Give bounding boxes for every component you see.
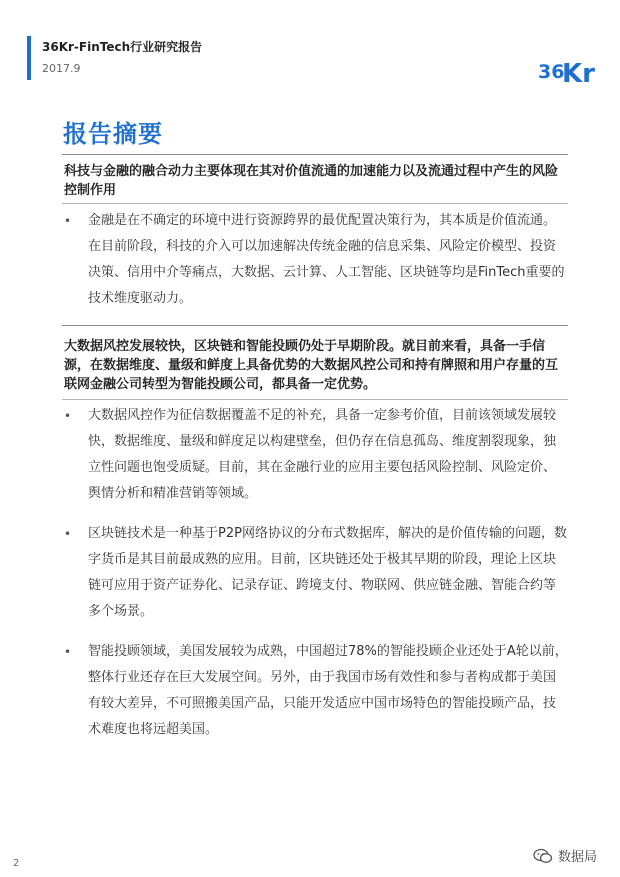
lead-paragraph-2: 大数据风控发展较快，区块链和智能投顾仍处于早期阶段。就目前来看，具备一手信源，在数据维度、量级和鲜度上具备优势的大数据风控公司和持有牌照和用户存量的互联网金融公司转型为智能投顾公司，都具备一定优势。 [64,339,559,392]
divider [62,399,568,400]
36kr-logo-letters: Kr [562,59,595,89]
bullet-list-2 [64,403,568,743]
watermark-text: 数据局 [558,850,598,865]
header-accent-bar [27,36,31,80]
section-title: 报告摘要 [63,120,163,148]
report-title: 36Kr-FinTech行业研究报告 [42,40,203,54]
bullet-item: • 大数据风控作为征信数据覆盖不足的补充，具备一定参考价值，目前该领域发展较快，数据维度、量级和鲜度足以构建壁垒，但仍存在信息孤岛、维度割裂现象，独立性问题也饱受质疑。目前，其在金融行业的应用主要包括风险控制、风险定价、舆情分析和精准营销等领域。 [64,403,568,507]
report-date: 2017.9 [42,62,81,75]
lead-paragraph-1: 科技与金融的融合动力主要体现在其对价值流通的加速能力以及流通过程中产生的风险控制作用 [64,164,559,198]
36kr-logo-digits: 36 [538,61,565,83]
watermark [533,846,597,865]
divider [62,154,568,155]
wechat-icon [533,848,553,864]
36kr-logo [536,50,606,90]
bullet-item: • 智能投顾领域，美国发展较为成熟，中国超过78%的智能投顾企业还处于A轮以前，整体行业还存在巨大发展空间。另外，由于我国市场有效性和参与者构成都于美国有较大差异，不可照搬美国产品，只能开发适应中国市场特色的智能投顾产品，技术难度也将远超美国。 [64,639,568,743]
page-number: 2 [13,858,20,869]
bullet-list-1 [64,208,568,312]
divider [62,325,568,326]
bullet-item: • 区块链技术是一种基于P2P网络协议的分布式数据库，解决的是价值传输的问题，数字货币是其目前最成熟的应用。目前，区块链还处于极其早期的阶段，理论上区块链可应用于资产证券化、记录存证、跨境支付、物联网、供应链金融、智能合约等多个场景。 [64,521,568,625]
divider [62,203,568,204]
bullet-item: • 金融是在不确定的环境中进行资源跨界的最优配置决策行为，其本质是价值流通。在目前阶段，科技的介入可以加速解决传统金融的信息采集、风险定价模型、投资决策、信用中介等痛点，大数据、云计算、人工智能、区块链等均是FinTech重要的技术维度驱动力。 [64,208,568,312]
